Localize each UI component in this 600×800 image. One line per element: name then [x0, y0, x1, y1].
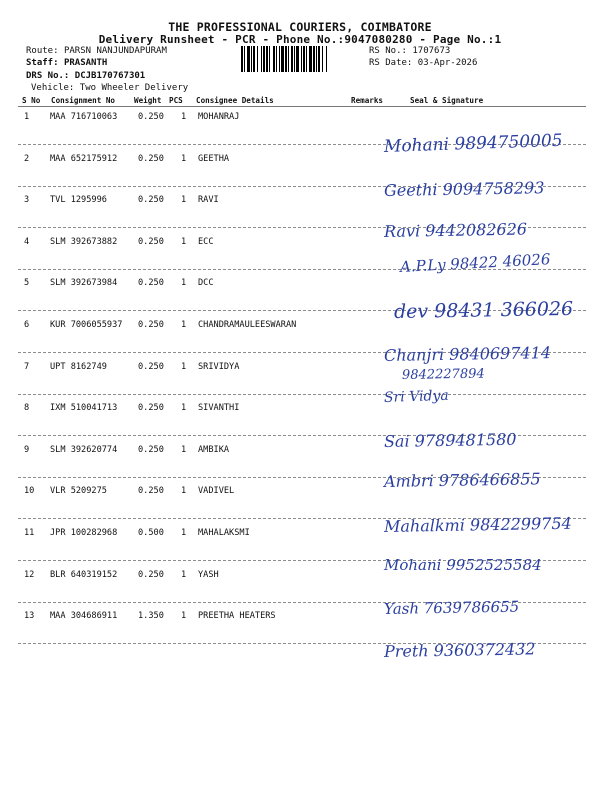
cell-sno: 1: [24, 112, 30, 122]
cell-consignee: SIVANTHI: [198, 403, 240, 413]
barcode-bar: [261, 46, 262, 72]
vehicle-line: [31, 83, 188, 93]
rs-no-label: RS No.:: [369, 46, 407, 56]
row-divider: [18, 394, 586, 395]
cell-consignee: PREETHA HEATERS: [198, 611, 276, 621]
handwritten-signature: Ambri 9786466855: [383, 469, 541, 491]
drs-label: DRS No.:: [26, 71, 70, 81]
cell-consignee: MOHANRAJ: [198, 112, 240, 122]
cell-consignment: JPR 100282968: [50, 528, 118, 538]
cell-sno: 9: [24, 445, 30, 455]
col-seal-signature: Seal & Signature: [410, 96, 484, 105]
cell-consignment: IXM 510041713: [50, 403, 118, 413]
barcode-bar: [301, 46, 302, 72]
barcode-bar: [306, 46, 307, 72]
handwritten-signature: Preth 9360372432: [383, 639, 536, 661]
barcode-bar: [247, 46, 250, 72]
handwritten-signature: A.P.Ly 98422 46026: [399, 250, 551, 276]
barcode-bar: [285, 46, 287, 72]
cell-pcs: 1: [181, 611, 187, 621]
barcode-bar: [294, 46, 295, 72]
route-label: Route:: [26, 46, 59, 56]
handwritten-signature: Sai 9789481580: [383, 429, 517, 451]
barcode-bar: [303, 46, 305, 72]
vehicle-value: Two Wheeler Delivery: [79, 83, 189, 93]
runsheet-subtitle: Delivery Runsheet - PCR - Phone No.:9047080280 - Page No.:1: [98, 33, 502, 46]
barcode-bar: [279, 46, 280, 72]
cell-sno: 13: [24, 611, 35, 621]
cell-weight: 0.250: [138, 570, 164, 580]
barcode-bar: [253, 46, 255, 72]
col-pcs: PCS: [169, 96, 183, 105]
cell-consignee: AMBIKA: [198, 445, 230, 455]
handwritten-signature: Yash 7639786655: [383, 597, 520, 618]
cell-sno: 10: [24, 486, 35, 496]
cell-pcs: 1: [181, 237, 187, 247]
cell-consignee: MAHALAKSMI: [198, 528, 250, 538]
cell-weight: 0.250: [138, 320, 164, 330]
cell-consignment: TVL 1295996: [50, 195, 107, 205]
cell-weight: 0.500: [138, 528, 164, 538]
cell-weight: 0.250: [138, 362, 164, 372]
col-weight: Weight: [134, 96, 162, 105]
barcode-bar: [326, 46, 327, 72]
cell-pcs: 1: [181, 445, 187, 455]
col-remarks: Remarks: [351, 96, 384, 105]
cell-weight: 0.250: [138, 154, 164, 164]
handwritten-signature: Mohani 9952525584: [384, 556, 542, 574]
cell-consignee: ECC: [198, 237, 214, 247]
route-line: [26, 46, 167, 56]
cell-sno: 11: [24, 528, 35, 538]
cell-sno: 6: [24, 320, 30, 330]
cell-consignee: SRIVIDYA: [198, 362, 240, 372]
barcode-bar: [269, 46, 270, 72]
cell-pcs: 1: [181, 362, 187, 372]
handwritten-signature: dev 98431 366026: [393, 297, 574, 323]
cell-sno: 5: [24, 278, 30, 288]
col-consignment: Consignment No: [51, 96, 116, 105]
rs-date-value: 03-Apr-2026: [417, 58, 478, 68]
barcode-bar: [266, 46, 268, 72]
handwritten-signature: 9842227894: [401, 366, 485, 383]
cell-pcs: 1: [181, 320, 187, 330]
barcode-bar: [309, 46, 312, 72]
cell-consignment: MAA 716710063: [50, 112, 118, 122]
cell-sno: 2: [24, 154, 30, 164]
cell-pcs: 1: [181, 570, 187, 580]
handwritten-signature: Chanjri 9840697414: [383, 343, 552, 365]
barcode-bar: [257, 46, 258, 72]
barcode-bar: [316, 46, 317, 72]
route-value: PARSN NANJUNDAPURAM: [63, 46, 167, 56]
barcode-bar: [241, 46, 243, 72]
cell-consignment: SLM 392673984: [50, 278, 118, 288]
handwritten-signature: Mohani 9894750005: [383, 130, 563, 157]
barcode-bar: [318, 46, 320, 72]
header-divider: [18, 106, 586, 107]
cell-consignment: UPT 8162749: [50, 362, 107, 372]
cell-consignee: DCC: [198, 278, 214, 288]
cell-consignment: SLM 392673882: [50, 237, 118, 247]
staff-label: Staff:: [26, 58, 59, 68]
handwritten-signature: Mahalkmi 9842299754: [383, 513, 572, 536]
barcode-bar: [288, 46, 289, 72]
cell-consignee: GEETHA: [198, 154, 230, 164]
cell-pcs: 1: [181, 486, 187, 496]
rs-date-line: [369, 58, 477, 68]
rs-no-value: 1707673: [412, 46, 451, 56]
cell-pcs: 1: [181, 528, 187, 538]
company-title: THE PROFESSIONAL COURIERS, COIMBATORE: [168, 20, 432, 34]
cell-sno: 8: [24, 403, 30, 413]
cell-weight: 0.250: [138, 445, 164, 455]
staff-value: PRASANTH: [63, 58, 108, 68]
cell-consignee: YASH: [198, 570, 219, 580]
barcode-bar: [263, 46, 265, 72]
cell-weight: 1.350: [138, 611, 164, 621]
cell-weight: 0.250: [138, 237, 164, 247]
cell-consignment: BLR 640319152: [50, 570, 118, 580]
drs-line: [26, 71, 145, 81]
rs-date-label: RS Date:: [369, 58, 413, 68]
cell-weight: 0.250: [138, 278, 164, 288]
vehicle-label: Vehicle:: [31, 83, 75, 93]
cell-consignment: KUR 7006055937: [50, 320, 123, 330]
cell-consignment: MAA 304686911: [50, 611, 118, 621]
staff-line: [26, 58, 107, 68]
barcode-bar: [313, 46, 315, 72]
cell-sno: 3: [24, 195, 30, 205]
cell-pcs: 1: [181, 403, 187, 413]
cell-consignment: MAA 652175912: [50, 154, 118, 164]
handwritten-signature: Ravi 9442082626: [383, 219, 528, 241]
cell-consignment: VLR 5209275: [50, 486, 107, 496]
col-consignee: Consignee Details: [196, 96, 274, 105]
cell-sno: 4: [24, 237, 30, 247]
barcode-bar: [276, 46, 277, 72]
cell-weight: 0.250: [138, 195, 164, 205]
drs-value: DCJB170767301: [74, 71, 146, 81]
barcode-bar: [322, 46, 323, 72]
cell-pcs: 1: [181, 154, 187, 164]
cell-consignee: CHANDRAMAULEESWARAN: [198, 320, 297, 330]
cell-sno: 7: [24, 362, 30, 372]
rs-no-line: [369, 46, 450, 56]
cell-pcs: 1: [181, 112, 187, 122]
cell-sno: 12: [24, 570, 35, 580]
barcode-image: [240, 46, 364, 72]
barcode-bar: [251, 46, 252, 72]
barcode-bar: [296, 46, 299, 72]
cell-pcs: 1: [181, 278, 187, 288]
cell-consignment: SLM 392620774: [50, 445, 118, 455]
cell-weight: 0.250: [138, 112, 164, 122]
barcode-bar: [281, 46, 284, 72]
col-sno: S No: [22, 96, 41, 105]
cell-weight: 0.250: [138, 486, 164, 496]
barcode-bar: [244, 46, 245, 72]
cell-consignee: VADIVEL: [198, 486, 235, 496]
cell-consignee: RAVI: [198, 195, 219, 205]
barcode-bar: [291, 46, 293, 72]
cell-weight: 0.250: [138, 403, 164, 413]
cell-pcs: 1: [181, 195, 187, 205]
handwritten-signature: Sri Vidya: [383, 387, 450, 406]
handwritten-signature: Geethi 9094758293: [383, 178, 545, 200]
barcode-bar: [273, 46, 275, 72]
